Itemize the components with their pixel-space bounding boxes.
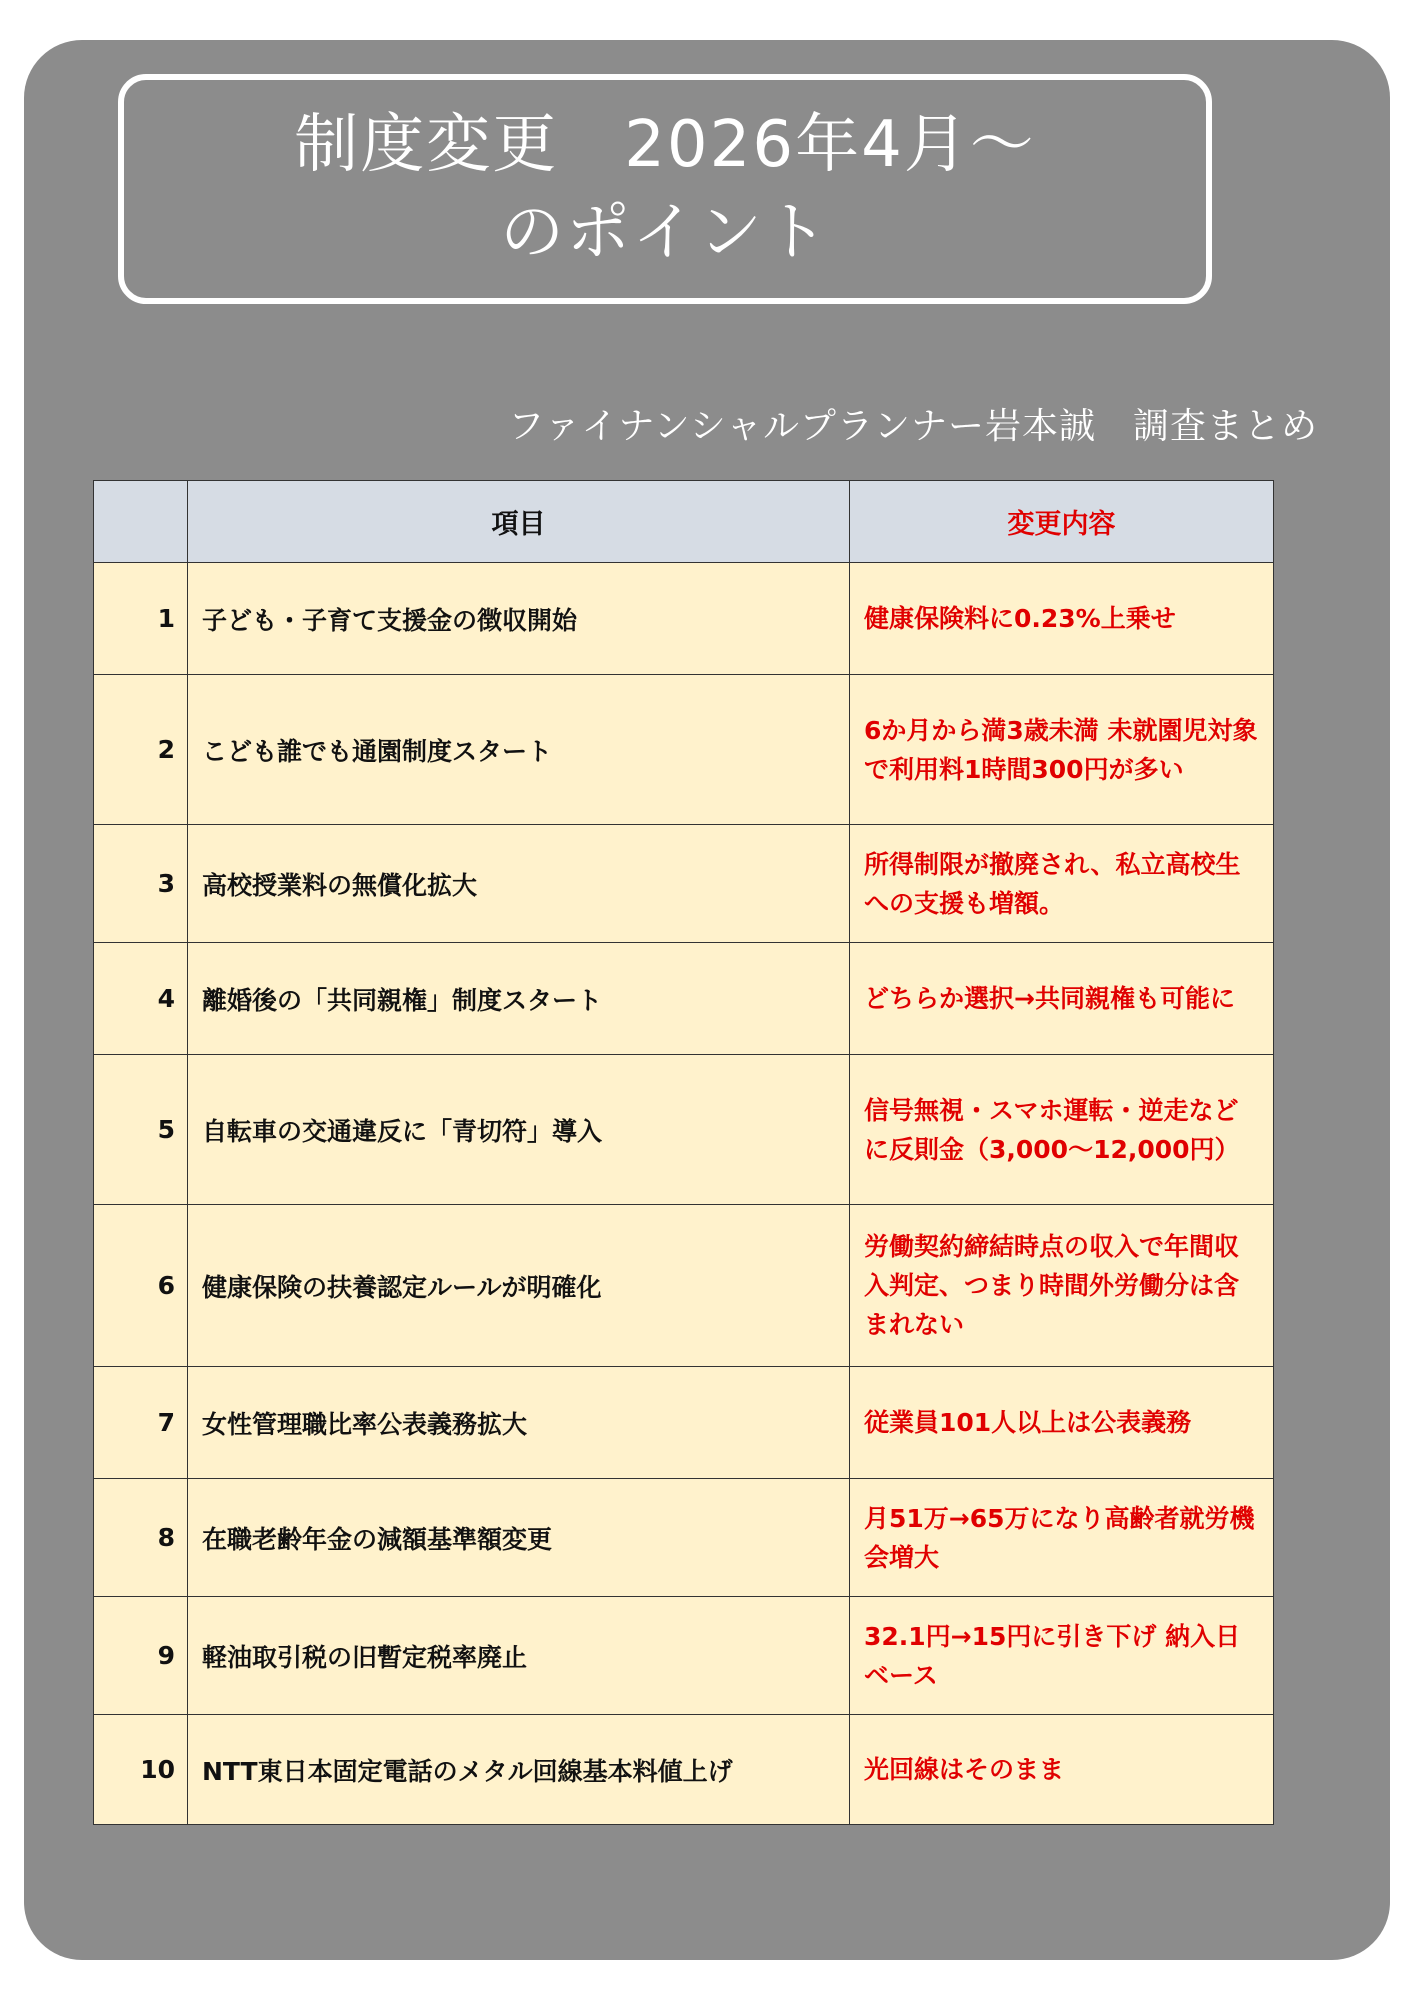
row-item: 離婚後の「共同親権」制度スタート <box>188 943 850 1055</box>
row-change: 月51万→65万になり高齢者就労機会増大 <box>850 1479 1274 1597</box>
row-change: 光回線はそのまま <box>850 1715 1274 1825</box>
title-line-2: のポイント <box>500 196 830 270</box>
table-row <box>94 943 1274 1055</box>
table-row <box>94 1367 1274 1479</box>
row-number: 3 <box>94 825 188 943</box>
row-number: 9 <box>94 1597 188 1715</box>
table-row <box>94 1715 1274 1825</box>
row-change: 労働契約締結時点の収入で年間収入判定、つまり時間外労働分は含まれない <box>850 1205 1274 1367</box>
row-item: NTT東日本固定電話のメタル回線基本料値上げ <box>188 1715 850 1825</box>
row-number: 1 <box>94 563 188 675</box>
header-number <box>94 481 188 563</box>
table-row <box>94 825 1274 943</box>
header-change: 変更内容 <box>850 481 1274 563</box>
title-line-1: 制度変更 2026年4月～ <box>294 108 1036 182</box>
row-change: 従業員101人以上は公表義務 <box>850 1367 1274 1479</box>
row-change: どちらか選択→共同親権も可能に <box>850 943 1274 1055</box>
row-number: 5 <box>94 1055 188 1205</box>
row-item: 自転車の交通違反に「青切符」導入 <box>188 1055 850 1205</box>
table-row <box>94 675 1274 825</box>
row-change: 6か月から満3歳未満 未就園児対象で利用料1時間300円が多い <box>850 675 1274 825</box>
row-number: 4 <box>94 943 188 1055</box>
row-item: 健康保険の扶養認定ルールが明確化 <box>188 1205 850 1367</box>
row-item: 在職老齢年金の減額基準額変更 <box>188 1479 850 1597</box>
table-header-row <box>94 481 1274 563</box>
row-number: 10 <box>94 1715 188 1825</box>
author-subtitle: ファイナンシャルプランナー岩本誠 調査まとめ <box>508 406 1318 447</box>
table-row <box>94 563 1274 675</box>
row-change: 所得制限が撤廃され、私立高校生への支援も増額。 <box>850 825 1274 943</box>
row-number: 7 <box>94 1367 188 1479</box>
header-item: 項目 <box>188 481 850 563</box>
table-row <box>94 1597 1274 1715</box>
row-change: 32.1円→15円に引き下げ 納入日ベース <box>850 1597 1274 1715</box>
table-row <box>94 1479 1274 1597</box>
row-change: 健康保険料に0.23%上乗せ <box>850 563 1274 675</box>
row-item: 女性管理職比率公表義務拡大 <box>188 1367 850 1479</box>
row-item: 子ども・子育て支援金の徴収開始 <box>188 563 850 675</box>
table-row <box>94 1055 1274 1205</box>
title-box <box>118 74 1212 304</box>
changes-table <box>93 480 1274 1825</box>
row-item: 高校授業料の無償化拡大 <box>188 825 850 943</box>
row-item: こども誰でも通園制度スタート <box>188 675 850 825</box>
row-number: 8 <box>94 1479 188 1597</box>
row-number: 6 <box>94 1205 188 1367</box>
row-number: 2 <box>94 675 188 825</box>
row-change: 信号無視・スマホ運転・逆走などに反則金（3,000～12,000円） <box>850 1055 1274 1205</box>
row-item: 軽油取引税の旧暫定税率廃止 <box>188 1597 850 1715</box>
table-row <box>94 1205 1274 1367</box>
